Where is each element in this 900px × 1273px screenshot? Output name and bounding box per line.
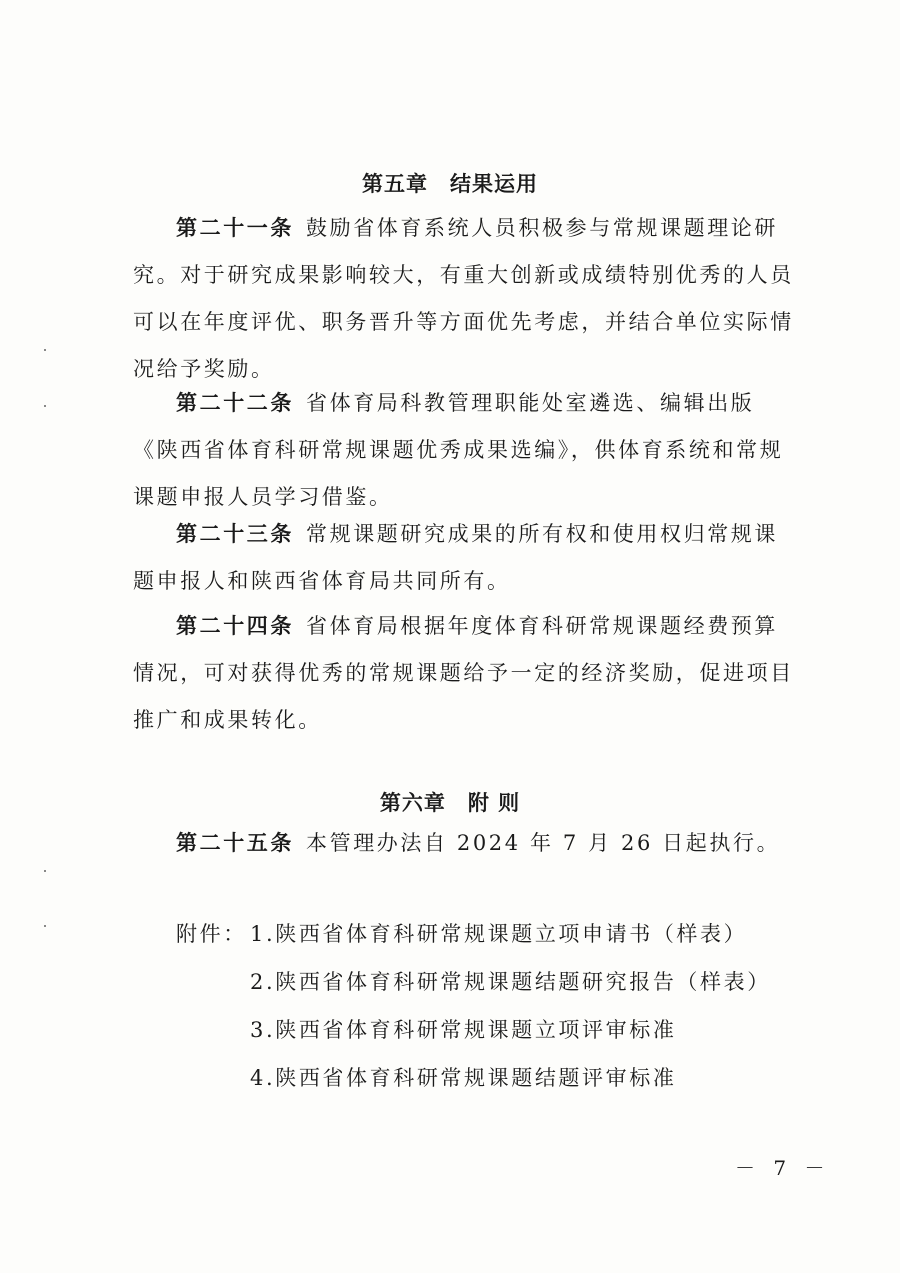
scan-mark: [44, 870, 46, 872]
page-number: － 7 －: [735, 1156, 831, 1180]
article-23-text: 常规课题研究成果的所有权和使用权归常规课题申报人和陕西省体育局共同所有。: [133, 522, 778, 593]
attachments-label: 附件：: [176, 922, 247, 946]
attachment-item-3: 3.陕西省体育科研常规课题立项评审标准: [250, 1018, 677, 1042]
article-21-label: 第二十一条: [176, 216, 294, 240]
article-23: [133, 511, 801, 605]
attachment-item-2: 2.陕西省体育科研常规课题结题研究报告（样表）: [250, 970, 771, 994]
article-24: [133, 603, 801, 744]
chapter-6-name: 附 则: [467, 791, 521, 815]
article-25: [133, 820, 801, 867]
chapter-6-number: 第六章: [379, 791, 446, 815]
article-25-label: 第二十五条: [176, 831, 294, 855]
article-22: [133, 380, 801, 521]
scan-mark: [44, 349, 46, 351]
attachment-item-1: 1.陕西省体育科研常规课题立项申请书（样表）: [250, 922, 748, 946]
article-25-text: 本管理办法自 2024 年 7 月 26 日起执行。: [306, 831, 781, 855]
article-24-text: 省体育局根据年度体育科研常规课题经费预算情况，可对获得优秀的常规课题给予一定的经济奖励，促进项目推广和成果转化。: [133, 614, 794, 732]
scan-mark: [44, 925, 46, 927]
chapter-6-title: [0, 787, 900, 817]
article-22-text: 省体育局科教管理职能处室遴选、编辑出版《陕西省体育科研常规课题优秀成果选编》，供体育系统和常规课题申报人员学习借鉴。: [133, 391, 784, 509]
article-23-label: 第二十三条: [176, 522, 294, 546]
article-24-label: 第二十四条: [176, 614, 294, 638]
chapter-5-title: [0, 168, 900, 198]
chapter-5-number: 第五章: [362, 172, 428, 196]
article-22-label: 第二十二条: [176, 391, 294, 415]
article-21: [133, 205, 801, 393]
scan-mark: [44, 405, 46, 407]
chapter-5-name: 结果运用: [450, 172, 538, 196]
article-21-text: 鼓励省体育系统人员积极参与常规课题理论研究。对于研究成果影响较大，有重大创新或成绩特别优秀的人员可以在年度评优、职务晋升等方面优先考虑，并结合单位实际情况给予奖励。: [133, 216, 794, 381]
attachment-item-4: 4.陕西省体育科研常规课题结题评审标准: [250, 1066, 677, 1090]
